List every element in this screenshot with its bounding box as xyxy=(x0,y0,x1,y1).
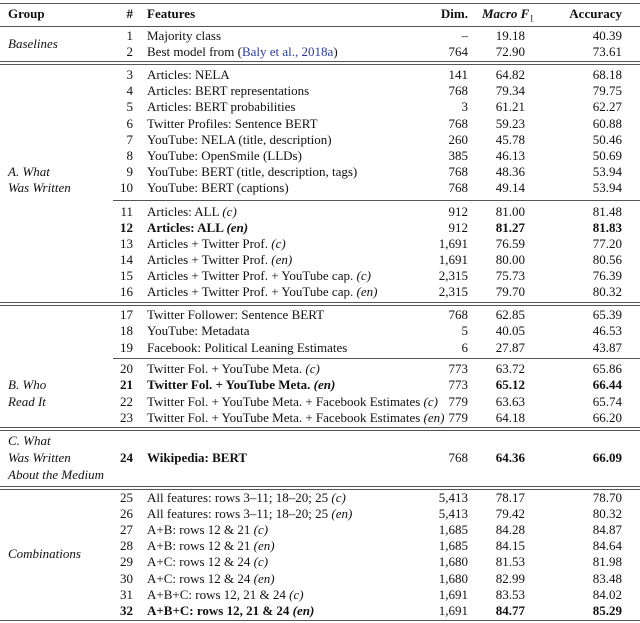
row-accuracy: 78.70 xyxy=(592,490,622,505)
row-number: 23 xyxy=(120,410,133,425)
row-number: 29 xyxy=(120,554,133,569)
row-number: 15 xyxy=(120,268,133,283)
row-macro-f1: 27.87 xyxy=(495,340,525,355)
row-number: 18 xyxy=(120,323,133,338)
row-number: 14 xyxy=(120,252,133,267)
row-macro-f1: 81.27 xyxy=(495,220,525,235)
row-accuracy: 81.98 xyxy=(592,554,622,569)
row-dim: 773 xyxy=(448,377,468,392)
feature-variant: (en) xyxy=(253,571,275,586)
row-macro-f1: 65.12 xyxy=(495,377,525,392)
row-accuracy: 40.39 xyxy=(592,28,622,43)
header-macro-f1 xyxy=(482,6,534,27)
feature-variant: (c) xyxy=(423,394,438,409)
macro-f1-label: Macro F xyxy=(482,6,530,21)
row-macro-f1: 64.36 xyxy=(495,450,525,465)
table-rule xyxy=(0,61,640,62)
row-dim: 779 xyxy=(448,394,468,409)
row-features xyxy=(147,252,292,268)
row-features xyxy=(147,67,230,83)
feature-text: Twitter Fol. + YouTube Meta. + Facebook Estimates xyxy=(147,410,424,425)
row-accuracy: 80.32 xyxy=(592,506,622,521)
row-number: 21 xyxy=(120,377,133,392)
feature-text: A+B+C: rows 12, 21 & 24 xyxy=(147,603,293,618)
row-dim: 1,691 xyxy=(438,252,468,267)
group-label: Was Written xyxy=(8,450,71,465)
feature-text: Articles + Twitter Prof. + YouTube cap. xyxy=(147,268,357,283)
feature-variant: (en) xyxy=(356,284,378,299)
row-number: 17 xyxy=(120,307,133,322)
row-accuracy: 62.27 xyxy=(592,99,622,114)
table-rule xyxy=(113,358,640,359)
feature-text: Twitter Follower: Sentence BERT xyxy=(147,307,325,322)
row-dim: 768 xyxy=(448,116,468,131)
feature-variant: (en) xyxy=(331,506,353,521)
feature-variant: (c) xyxy=(253,554,269,569)
row-macro-f1: 76.59 xyxy=(495,236,525,251)
row-features xyxy=(147,394,438,410)
row-features xyxy=(147,450,247,466)
feature-text: Articles + Twitter Prof. xyxy=(147,252,272,267)
row-features xyxy=(147,522,268,538)
row-accuracy: 83.48 xyxy=(592,571,622,586)
row-dim: – xyxy=(461,28,468,43)
row-number: 22 xyxy=(120,394,133,409)
row-dim: 1,691 xyxy=(438,587,468,602)
row-number: 16 xyxy=(120,284,133,299)
row-number: 7 xyxy=(126,132,133,147)
row-dim: 6 xyxy=(461,340,468,355)
row-features xyxy=(147,164,357,180)
header-accuracy: Accuracy xyxy=(569,6,622,21)
citation-link[interactable]: Baly et al., 2018a xyxy=(241,44,334,59)
row-macro-f1: 81.00 xyxy=(495,204,525,219)
row-features xyxy=(147,506,352,522)
row-features xyxy=(147,180,289,196)
row-accuracy: 65.74 xyxy=(592,394,622,409)
row-features xyxy=(147,323,250,339)
row-number: 27 xyxy=(120,522,133,537)
feature-text: YouTube: Metadata xyxy=(147,323,250,338)
row-dim: 141 xyxy=(448,67,468,82)
row-dim: 912 xyxy=(448,204,468,219)
feature-text: A+C: rows 12 & 24 xyxy=(147,554,254,569)
feature-text: All features: rows 3–11; 18–20; 25 xyxy=(147,490,332,505)
row-number: 25 xyxy=(120,490,133,505)
header-group: Group xyxy=(8,6,45,21)
header-features: Features xyxy=(147,6,196,21)
row-macro-f1: 82.99 xyxy=(495,571,525,586)
row-features xyxy=(147,554,268,570)
row-macro-f1: 63.72 xyxy=(495,361,525,376)
row-accuracy: 84.87 xyxy=(592,522,622,537)
table-rule xyxy=(0,430,640,431)
row-macro-f1: 46.13 xyxy=(495,148,525,163)
group-label: Read It xyxy=(8,394,46,409)
row-macro-f1: 79.42 xyxy=(495,506,525,521)
row-accuracy: 60.88 xyxy=(592,116,622,131)
feature-text: Majority class xyxy=(147,28,222,43)
row-dim: 768 xyxy=(448,180,468,195)
row-features xyxy=(147,116,318,132)
feature-text: YouTube: NELA (title, description) xyxy=(147,132,332,147)
row-dim: 1,691 xyxy=(438,603,468,618)
feature-text: Wikipedia: BERT xyxy=(147,450,248,465)
row-macro-f1: 49.14 xyxy=(495,180,525,195)
row-macro-f1: 72.90 xyxy=(495,44,525,59)
feature-text: YouTube: BERT (captions) xyxy=(147,180,289,195)
row-features xyxy=(147,377,335,393)
row-macro-f1: 84.28 xyxy=(495,522,525,537)
row-features xyxy=(147,284,377,300)
row-dim: 1,685 xyxy=(438,522,468,537)
row-macro-f1: 75.73 xyxy=(495,268,525,283)
row-accuracy: 50.46 xyxy=(592,132,622,147)
row-features xyxy=(147,132,332,148)
row-accuracy: 43.87 xyxy=(592,340,622,355)
group-label: A. What xyxy=(8,164,50,179)
row-macro-f1: 80.00 xyxy=(495,252,525,267)
row-number: 3 xyxy=(126,67,133,82)
group-label: About the Medium xyxy=(8,467,105,482)
row-accuracy: 84.64 xyxy=(592,538,622,553)
feature-text: A+B: rows 12 & 21 xyxy=(147,538,254,553)
row-features xyxy=(147,361,320,377)
feature-variant: (c) xyxy=(305,361,320,376)
row-features xyxy=(147,410,444,426)
row-macro-f1: 64.82 xyxy=(495,67,525,82)
feature-text: YouTube: BERT (title, description, tags) xyxy=(147,164,358,179)
table-rule xyxy=(0,489,640,490)
feature-variant: (c) xyxy=(222,204,237,219)
row-dim: 773 xyxy=(448,361,468,376)
row-dim: 1,680 xyxy=(438,571,468,586)
row-accuracy: 76.39 xyxy=(592,268,622,283)
row-accuracy: 77.20 xyxy=(592,236,622,251)
group-label: Was Written xyxy=(8,180,71,195)
row-features xyxy=(147,571,275,587)
row-dim: 764 xyxy=(448,44,468,59)
feature-text: Twitter Profiles: Sentence BERT xyxy=(147,116,318,131)
row-dim: 768 xyxy=(448,83,468,98)
group-label: Baselines xyxy=(8,36,58,51)
row-accuracy: 68.18 xyxy=(592,67,622,82)
row-features xyxy=(147,204,237,220)
feature-text: Twitter Fol. + YouTube Meta. xyxy=(147,361,306,376)
row-dim: 779 xyxy=(448,410,468,425)
feature-text: All features: rows 3–11; 18–20; 25 xyxy=(147,506,332,521)
feature-variant: (en) xyxy=(292,603,315,618)
feature-text: Articles: BERT probabilities xyxy=(147,99,296,114)
row-macro-f1: 84.77 xyxy=(495,603,525,618)
feature-text: Articles: NELA xyxy=(147,67,230,82)
group-label: C. What xyxy=(8,433,51,448)
row-number: 2 xyxy=(126,44,133,59)
row-features xyxy=(147,220,248,236)
row-dim: 1,691 xyxy=(438,236,468,251)
row-accuracy: 81.83 xyxy=(592,220,622,235)
row-macro-f1: 81.53 xyxy=(495,554,525,569)
row-macro-f1: 63.63 xyxy=(495,394,525,409)
row-features xyxy=(147,268,371,284)
row-features xyxy=(147,603,314,619)
row-dim: 768 xyxy=(448,307,468,322)
row-features xyxy=(147,236,286,252)
row-accuracy: 66.44 xyxy=(592,377,622,392)
row-number: 13 xyxy=(120,236,133,251)
row-macro-f1: 83.53 xyxy=(495,587,525,602)
row-number: 28 xyxy=(120,538,133,553)
row-accuracy: 73.61 xyxy=(592,44,622,59)
feature-variant: (en) xyxy=(271,252,293,267)
feature-text: YouTube: OpenSmile (LLDs) xyxy=(147,148,302,163)
table-rule xyxy=(0,427,640,428)
row-dim: 912 xyxy=(448,220,468,235)
row-features xyxy=(147,538,275,554)
row-number: 20 xyxy=(120,361,133,376)
row-accuracy: 65.39 xyxy=(592,307,622,322)
header-dim: Dim. xyxy=(440,6,468,21)
row-number: 24 xyxy=(120,450,133,465)
row-macro-f1: 59.23 xyxy=(495,116,525,131)
row-macro-f1: 45.78 xyxy=(495,132,525,147)
feature-text: Articles: ALL xyxy=(147,204,223,219)
row-accuracy: 80.32 xyxy=(592,284,622,299)
table-rule xyxy=(0,486,640,487)
group-label: Combinations xyxy=(8,546,81,561)
row-accuracy: 65.86 xyxy=(592,361,622,376)
row-features xyxy=(147,99,295,115)
row-dim: 5 xyxy=(461,323,468,338)
feature-text: Articles: BERT representations xyxy=(147,83,310,98)
row-features xyxy=(147,307,324,323)
feature-text: Articles: ALL xyxy=(147,220,227,235)
row-accuracy: 66.20 xyxy=(592,410,622,425)
row-accuracy: 66.09 xyxy=(592,450,622,465)
feature-variant: (en) xyxy=(253,538,275,553)
row-macro-f1: 84.15 xyxy=(495,538,525,553)
row-number: 31 xyxy=(120,587,133,602)
row-number: 1 xyxy=(126,28,133,43)
feature-text: A+B+C: rows 12, 21 & 24 xyxy=(147,587,290,602)
table-rule xyxy=(0,620,640,621)
row-features xyxy=(147,44,338,60)
table-rule xyxy=(0,26,640,27)
row-features xyxy=(147,148,302,164)
row-features xyxy=(147,490,346,506)
feature-variant: (en) xyxy=(313,377,336,392)
row-accuracy: 53.94 xyxy=(592,164,622,179)
table-rule xyxy=(0,64,640,65)
feature-text-after: ) xyxy=(333,44,338,59)
row-features xyxy=(147,340,347,356)
row-macro-f1: 64.18 xyxy=(495,410,525,425)
feature-text: Best model from ( xyxy=(147,44,242,59)
row-number: 10 xyxy=(120,180,133,195)
feature-variant: (c) xyxy=(356,268,371,283)
row-macro-f1: 48.36 xyxy=(495,164,525,179)
feature-text: A+C: rows 12 & 24 xyxy=(147,571,254,586)
row-number: 12 xyxy=(120,220,133,235)
row-accuracy: 79.75 xyxy=(592,83,622,98)
row-dim: 1,685 xyxy=(438,538,468,553)
table-rule xyxy=(0,302,640,303)
row-dim: 3 xyxy=(461,99,468,114)
feature-variant: (en) xyxy=(226,220,249,235)
row-accuracy: 80.56 xyxy=(592,252,622,267)
row-macro-f1: 79.70 xyxy=(495,284,525,299)
feature-text: Twitter Fol. + YouTube Meta. xyxy=(147,377,314,392)
group-label: B. Who xyxy=(8,377,47,392)
row-accuracy: 46.53 xyxy=(592,323,622,338)
row-dim: 768 xyxy=(448,164,468,179)
row-number: 30 xyxy=(120,571,133,586)
row-number: 9 xyxy=(126,164,133,179)
row-dim: 1,680 xyxy=(438,554,468,569)
row-accuracy: 81.48 xyxy=(592,204,622,219)
row-macro-f1: 78.17 xyxy=(495,490,525,505)
feature-text: Articles + Twitter Prof. + YouTube cap. xyxy=(147,284,357,299)
table-rule xyxy=(0,3,640,4)
row-features xyxy=(147,83,309,99)
feature-text: A+B: rows 12 & 21 xyxy=(147,522,254,537)
table-rule xyxy=(0,305,640,306)
feature-variant: (en) xyxy=(423,410,445,425)
row-features xyxy=(147,587,304,603)
row-features xyxy=(147,28,221,44)
row-accuracy: 53.94 xyxy=(592,180,622,195)
row-macro-f1: 79.34 xyxy=(495,83,525,98)
feature-text: Facebook: Political Leaning Estimates xyxy=(147,340,348,355)
row-dim: 5,413 xyxy=(438,490,468,505)
header-num: # xyxy=(126,6,133,21)
feature-text: Twitter Fol. + YouTube Meta. + Facebook Estimates xyxy=(147,394,424,409)
row-number: 4 xyxy=(126,83,133,98)
row-macro-f1: 61.21 xyxy=(495,99,525,114)
feature-variant: (c) xyxy=(253,522,269,537)
row-number: 8 xyxy=(126,148,133,163)
row-dim: 2,315 xyxy=(438,268,468,283)
row-accuracy: 84.02 xyxy=(592,587,622,602)
row-number: 26 xyxy=(120,506,133,521)
row-accuracy: 85.29 xyxy=(592,603,622,618)
row-number: 6 xyxy=(126,116,133,131)
row-number: 19 xyxy=(120,340,133,355)
feature-variant: (c) xyxy=(271,236,286,251)
feature-variant: (c) xyxy=(289,587,304,602)
row-dim: 5,413 xyxy=(438,506,468,521)
row-dim: 385 xyxy=(448,148,468,163)
row-macro-f1: 19.18 xyxy=(495,28,525,43)
macro-f1-subscript: 1 xyxy=(529,13,534,24)
row-dim: 2,315 xyxy=(438,284,468,299)
row-number: 32 xyxy=(120,603,133,618)
table-rule xyxy=(113,200,640,201)
row-macro-f1: 40.05 xyxy=(495,323,525,338)
row-dim: 768 xyxy=(448,450,468,465)
row-dim: 260 xyxy=(448,132,468,147)
row-accuracy: 50.69 xyxy=(592,148,622,163)
row-number: 11 xyxy=(120,204,133,219)
row-macro-f1: 62.85 xyxy=(495,307,525,322)
feature-variant: (c) xyxy=(331,490,346,505)
feature-text: Articles + Twitter Prof. xyxy=(147,236,272,251)
row-number: 5 xyxy=(126,99,133,114)
